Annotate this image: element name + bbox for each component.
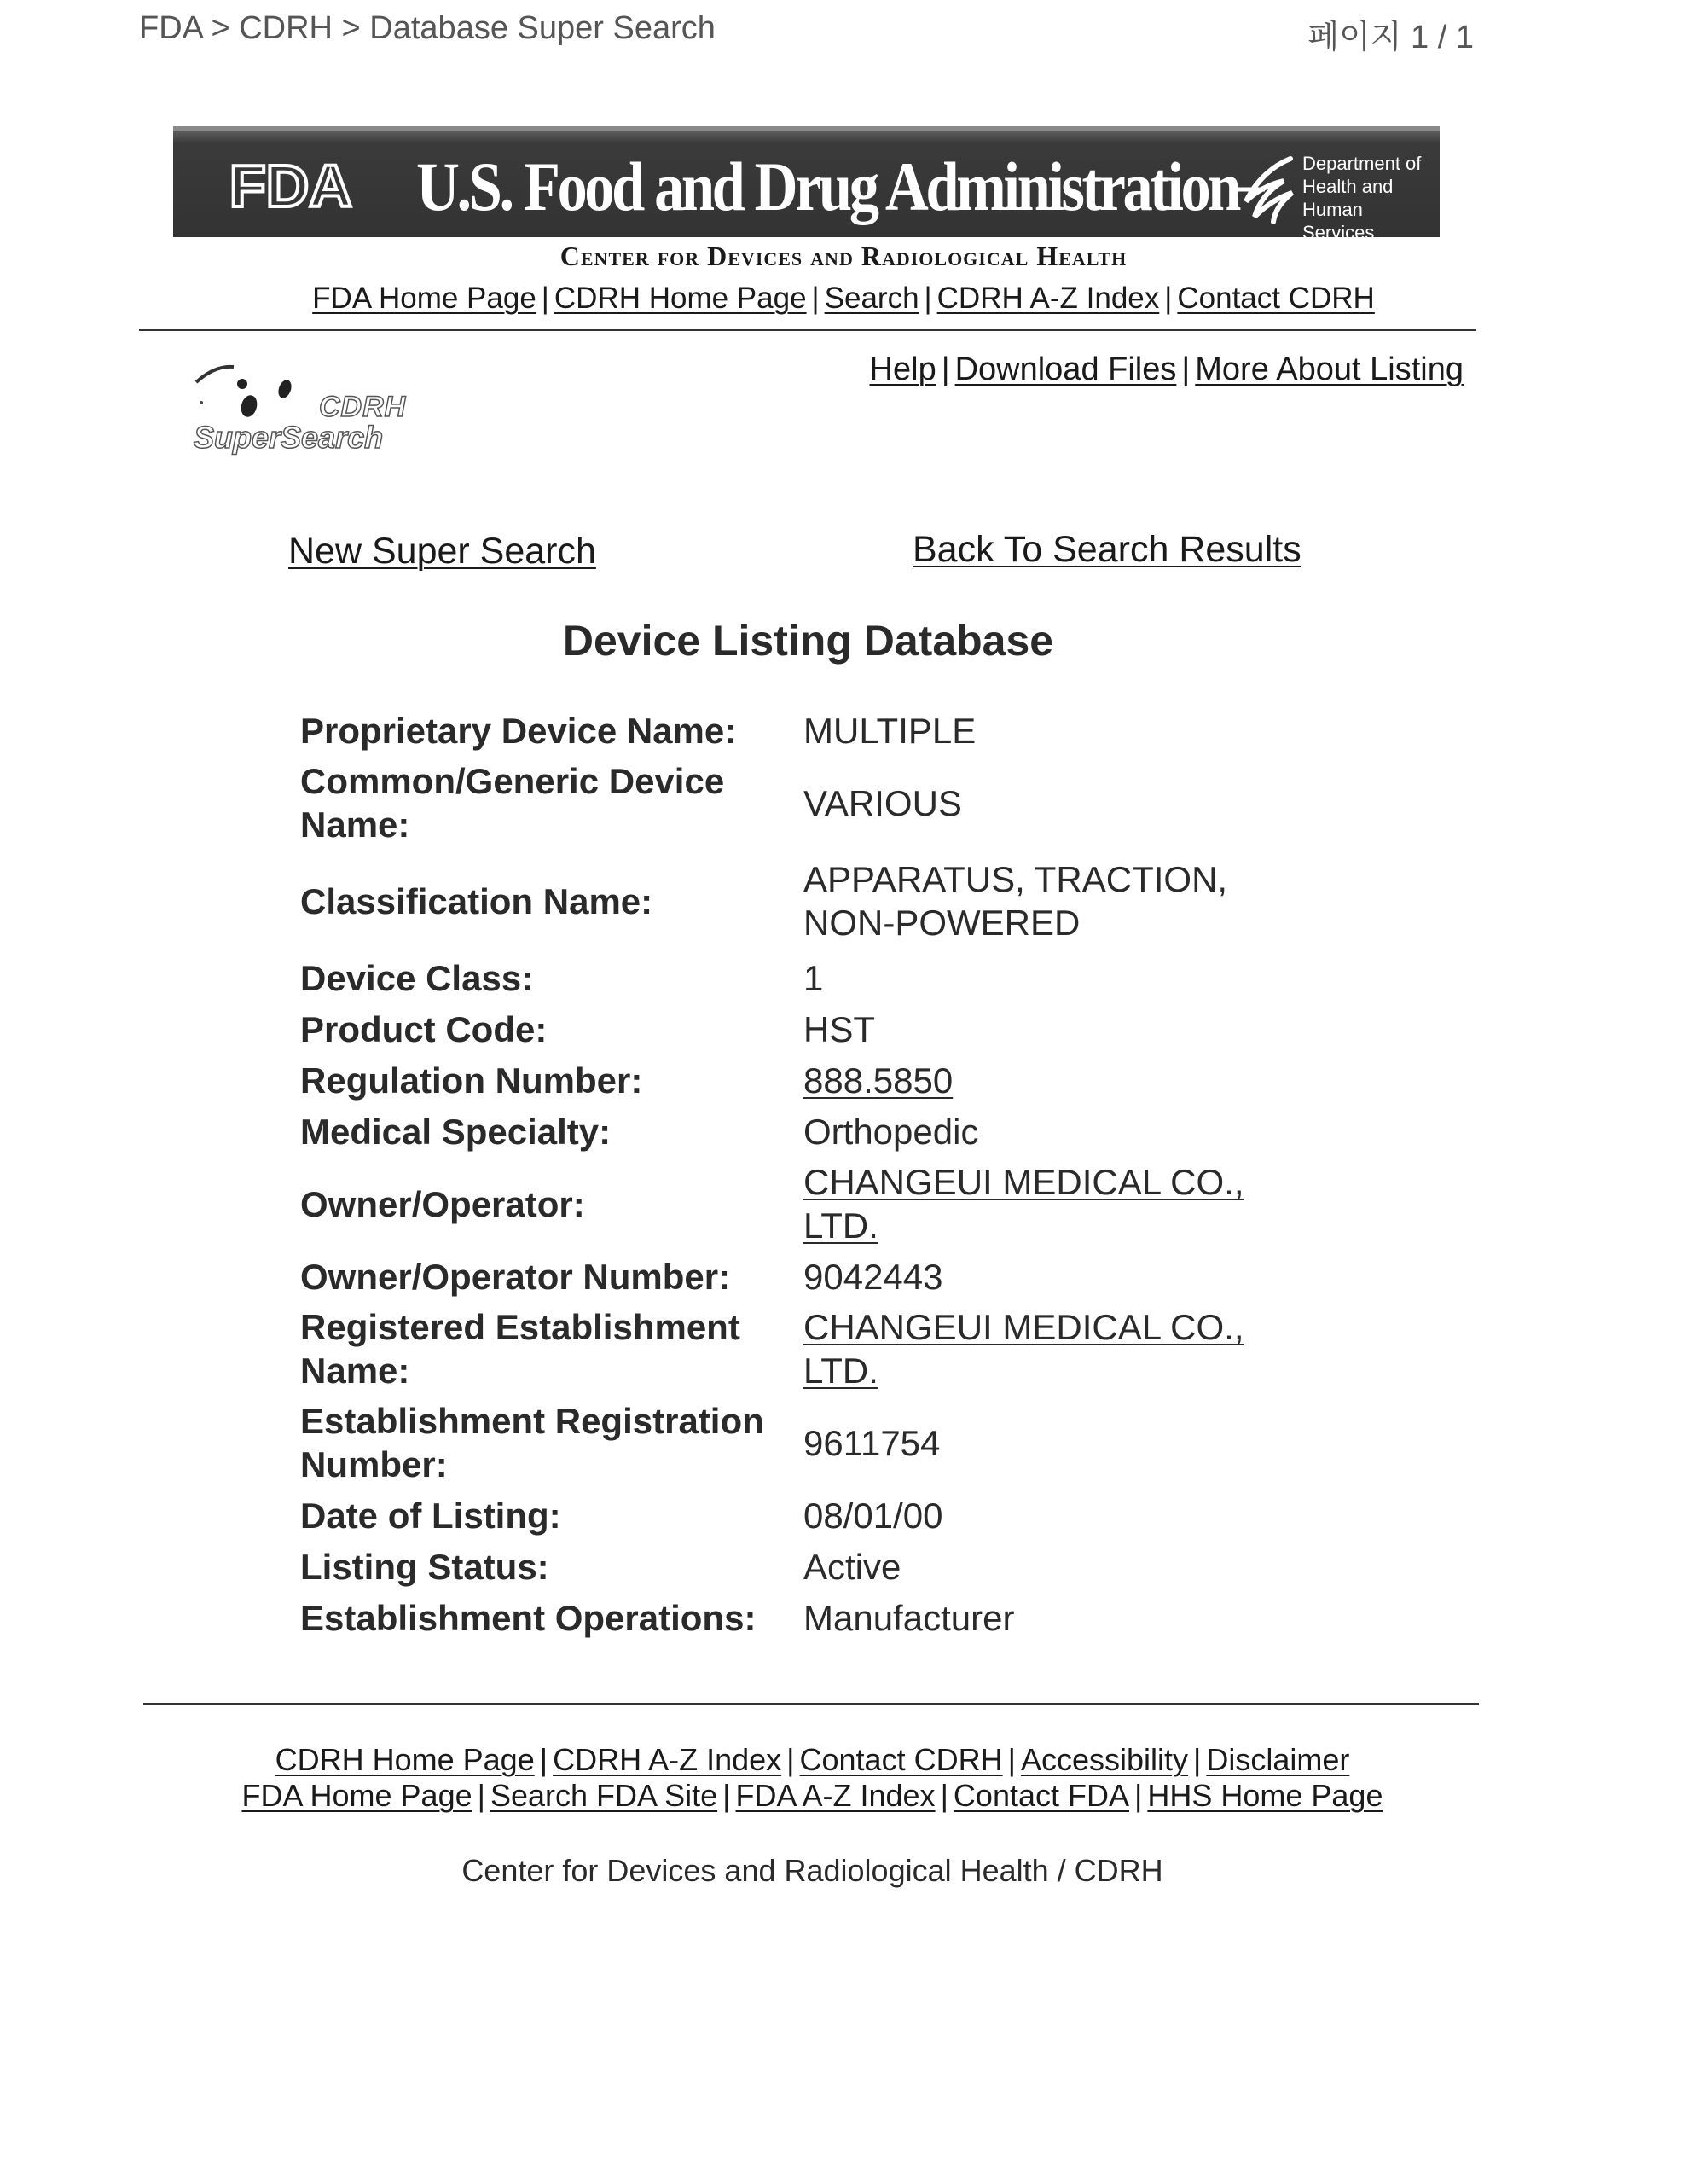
fda-logo-icon [229, 154, 357, 215]
hhs-eagle-icon [1231, 150, 1312, 227]
detail-label: Establishment Registration Number: [300, 1401, 764, 1484]
detail-value: 9611754 [803, 1422, 941, 1463]
top-nav-search[interactable]: Search [824, 282, 919, 315]
detail-value: Manufacturer [803, 1597, 1015, 1638]
supersearch-dots-icon [189, 358, 309, 427]
detail-row [300, 1541, 1324, 1592]
back-to-results-link[interactable]: Back To Search Results [913, 529, 1301, 570]
detail-row [300, 1592, 1324, 1643]
footer-search-fda[interactable]: Search FDA Site [490, 1778, 718, 1813]
detail-value: MULTIPLE [803, 710, 977, 751]
top-nav-cdrh-home[interactable]: CDRH Home Page [554, 282, 807, 315]
download-files-link[interactable]: Download Files [954, 351, 1177, 387]
detail-value: Active [803, 1546, 901, 1587]
detail-label: Regulation Number: [300, 1060, 643, 1101]
regulation-number-link[interactable]: 888.5850 [803, 1060, 954, 1101]
supersearch-logo-line1: CDRH [319, 391, 407, 423]
detail-label: Establishment Operations: [300, 1597, 757, 1638]
detail-label: Date of Listing: [300, 1495, 561, 1536]
top-nav-az-index[interactable]: CDRH A-Z Index [936, 282, 1160, 315]
footer-cdrh-home[interactable]: CDRH Home Page [275, 1742, 535, 1777]
new-super-search-link[interactable]: New Super Search [288, 531, 596, 572]
top-nav-fda-home[interactable]: FDA Home Page [312, 282, 536, 315]
divider [143, 1703, 1479, 1705]
print-page-indicator: 페이지 1 / 1 [1307, 20, 1474, 55]
detail-label: Listing Status: [300, 1546, 549, 1587]
help-link[interactable]: Help [869, 351, 936, 387]
footer-nav-secondary: FDA Home Page | Search FDA Site | FDA A-Z Index | Contact FDA | HHS Home Page [241, 1778, 1383, 1813]
detail-label: Owner/Operator Number: [300, 1256, 731, 1297]
hhs-line: Human Services [1302, 199, 1375, 243]
footer-nav-primary: CDRH Home Page | CDRH A-Z Index | Contact CDRH | Accessibility | Disclaimer [275, 1742, 1350, 1777]
hhs-label [1302, 152, 1440, 244]
top-nav-contact[interactable]: Contact CDRH [1177, 282, 1375, 315]
detail-row [300, 1490, 1324, 1541]
detail-row [300, 1396, 1324, 1490]
footer-hhs-home[interactable]: HHS Home Page [1147, 1778, 1383, 1813]
detail-value: Orthopedic [803, 1111, 979, 1152]
detail-row [300, 952, 1324, 1003]
detail-value: 1 [803, 957, 824, 998]
detail-value: APPARATUS, TRACTION, NON-POWERED [803, 859, 1228, 943]
fda-banner [173, 126, 1440, 243]
detail-value: 9042443 [803, 1256, 943, 1297]
device-details-table [300, 705, 1324, 1643]
fda-logo-text: FDA [229, 154, 352, 215]
footer-contact-cdrh[interactable]: Contact CDRH [799, 1742, 1003, 1777]
detail-row [300, 1157, 1324, 1251]
footer-disclaimer[interactable]: Disclaimer [1206, 1742, 1350, 1777]
detail-value: VARIOUS [803, 782, 962, 823]
detail-value: HST [803, 1008, 875, 1049]
top-nav: FDA Home Page | CDRH Home Page | Search | CDRH A-Z Index | Contact CDRH [312, 282, 1375, 315]
detail-label: Owner/Operator: [300, 1183, 585, 1224]
detail-label: Device Class: [300, 957, 534, 998]
center-name: Center for Devices and Radiological Health [559, 241, 1128, 271]
detail-row [300, 1302, 1324, 1396]
divider [139, 329, 1476, 331]
registered-establishment-link[interactable]: CHANGEUI MEDICAL CO., LTD. [803, 1307, 1244, 1391]
detail-row [300, 1106, 1324, 1157]
footer-fda-home[interactable]: FDA Home Page [241, 1778, 472, 1813]
page-title: Device Listing Database [562, 617, 1054, 665]
detail-row [300, 850, 1324, 952]
detail-value: 08/01/00 [803, 1495, 943, 1536]
supersearch-logo [189, 358, 411, 461]
detail-label: Registered Establishment Name: [300, 1307, 740, 1391]
footer-contact-fda[interactable]: Contact FDA [953, 1778, 1129, 1813]
detail-row [300, 705, 1324, 756]
detail-label: Common/Generic Device Name: [300, 761, 725, 845]
detail-row [300, 1003, 1324, 1054]
aux-nav: Help | Download Files | More About Listing [869, 351, 1464, 387]
banner-title: U.S. Food and Drug Administration [416, 148, 1239, 225]
owner-operator-link[interactable]: CHANGEUI MEDICAL CO., LTD. [803, 1162, 1244, 1246]
detail-label: Product Code: [300, 1008, 548, 1049]
hhs-line: Health and [1302, 176, 1394, 197]
detail-label: Medical Specialty: [300, 1111, 612, 1152]
print-breadcrumb: FDA > CDRH > Database Super Search [139, 10, 716, 46]
detail-label: Proprietary Device Name: [300, 710, 737, 751]
more-about-listing-link[interactable]: More About Listing [1195, 351, 1464, 387]
footer-org-name: Center for Devices and Radiological Health / CDRH [461, 1853, 1163, 1888]
footer-cdrh-az-index[interactable]: CDRH A-Z Index [553, 1742, 782, 1777]
supersearch-logo-line2: SuperSearch [194, 420, 384, 455]
hhs-line: Department of [1302, 153, 1422, 174]
detail-row [300, 756, 1324, 850]
detail-row [300, 1251, 1324, 1302]
detail-row [300, 1054, 1324, 1106]
footer-fda-az-index[interactable]: FDA A-Z Index [735, 1778, 936, 1813]
footer-accessibility[interactable]: Accessibility [1020, 1742, 1188, 1777]
detail-label: Classification Name: [300, 880, 653, 921]
